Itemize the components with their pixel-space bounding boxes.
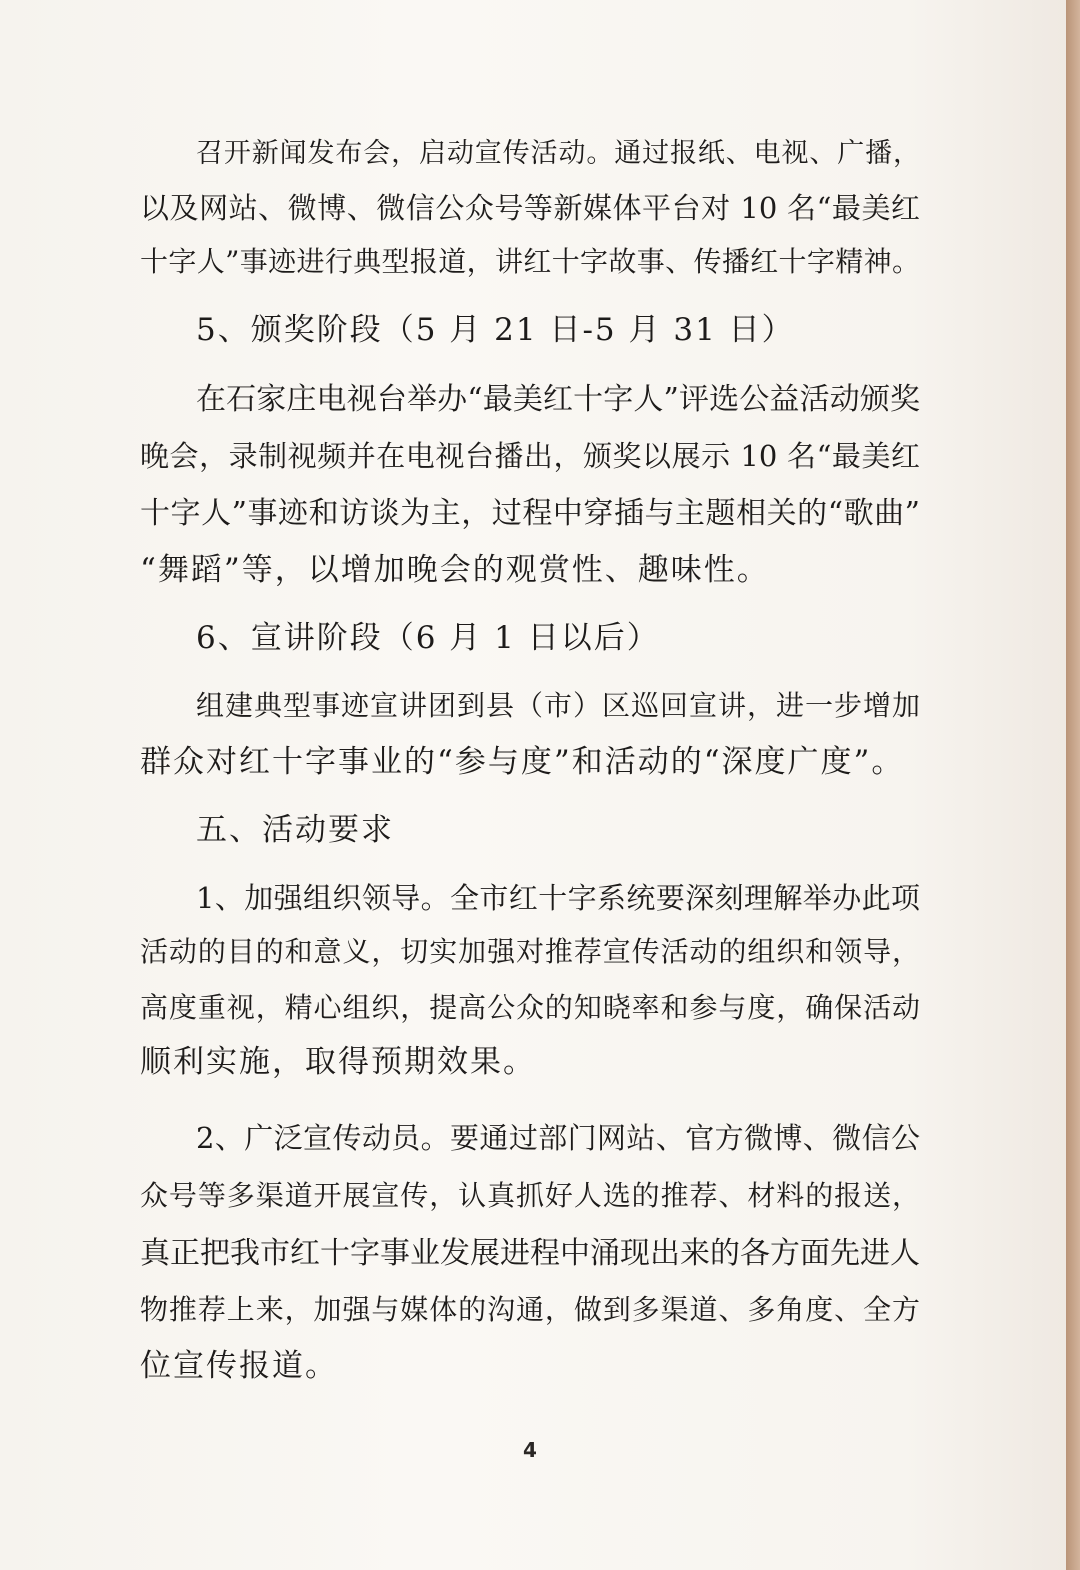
paragraph-line: 活动的目的和意义，切实加强对推荐宣传活动的组织和领导， (140, 935, 920, 968)
paragraph-line: 召开新闻发布会，启动宣传活动。通过报纸、电视、广播， (196, 138, 920, 169)
page-number: 4 (523, 1438, 537, 1462)
paragraph-line: 位宣传报道。 (140, 1348, 338, 1384)
paragraph-line: 高度重视，精心组织，提高公众的知晓率和参与度，确保活动 (140, 991, 920, 1024)
paragraph-line: 十字人”事迹进行典型报道，讲红十字故事、传播红十字精神。 (140, 245, 920, 278)
section-heading: 6、宣讲阶段（6 月 1 日以后） (196, 620, 660, 656)
paragraph-line: 组建典型事迹宣讲团到县（市）区巡回宣讲，进一步增加 (196, 689, 920, 722)
paragraph-line: 在石家庄电视台举办“最美红十字人”评选公益活动颁奖 (196, 382, 920, 417)
paragraph-line: 真正把我市红十字事业发展进程中涌现出来的各方面先进人 (140, 1236, 920, 1271)
paragraph-line: 物推荐上来，加强与媒体的沟通，做到多渠道、多角度、全方 (140, 1293, 920, 1326)
paragraph-line: 2、广泛宣传动员。要通过部门网站、官方微博、微信公 (196, 1121, 920, 1155)
paragraph-line: 顺利实施，取得预期效果。 (140, 1044, 536, 1080)
paragraph-line: 众号等多渠道开展宣传，认真抓好人选的推荐、材料的报送， (140, 1179, 920, 1212)
paragraph-line: 群众对红十字事业的“参与度”和活动的“深度广度”。 (140, 744, 905, 780)
paragraph-line: 十字人”事迹和访谈为主，过程中穿插与主题相关的“歌曲” (140, 496, 920, 531)
paragraph-line: 1、加强组织领导。全市红十字系统要深刻理解举办此项 (196, 881, 920, 915)
page-edge (1066, 0, 1080, 1570)
paragraph-line: “舞蹈”等，以增加晚会的观赏性、趣味性。 (140, 552, 770, 588)
section-heading: 5、颁奖阶段（5 月 21 日-5 月 31 日） (196, 312, 795, 348)
section-heading: 五、活动要求 (196, 812, 394, 848)
paragraph-line: 晚会，录制视频并在电视台播出，颁奖以展示 10 名“最美红 (140, 439, 920, 473)
paragraph-line: 以及网站、微博、微信公众号等新媒体平台对 10 名“最美红 (140, 191, 920, 225)
